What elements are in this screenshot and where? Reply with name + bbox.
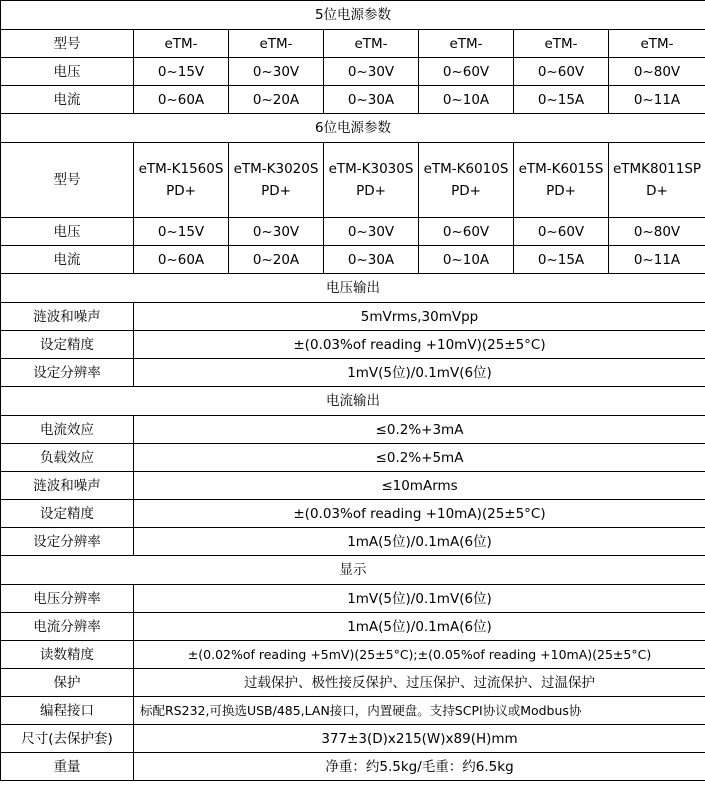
spec-value: 1mV(5位)/0.1mV(6位) bbox=[134, 359, 705, 387]
voltage-cell: 0~80V bbox=[609, 218, 705, 246]
row-label: 电压 bbox=[1, 218, 134, 246]
voltage-cell: 0~30V bbox=[229, 218, 324, 246]
spec-label: 负载效应 bbox=[1, 444, 134, 472]
row-label: 型号 bbox=[1, 30, 134, 58]
spec-value: 过载保护、极性接反保护、过压保护、过流保护、过温保护 bbox=[134, 669, 705, 697]
voltage-row bbox=[1, 58, 705, 86]
spec-value: 377±3(D)x215(W)x89(H)mm bbox=[134, 725, 705, 753]
voltage-cell: 0~60V bbox=[419, 218, 514, 246]
spec-label: 电流分辨率 bbox=[1, 613, 134, 641]
spec-label: 涟波和噪声 bbox=[1, 472, 134, 500]
spec-label: 设定精度 bbox=[1, 500, 134, 528]
current-cell: 0~30A bbox=[324, 246, 419, 274]
current-cell: 0~11A bbox=[609, 246, 705, 274]
spec-value: 1mA(5位)/0.1mA(6位) bbox=[134, 528, 705, 556]
spec-row bbox=[1, 444, 705, 472]
spec-label: 设定分辨率 bbox=[1, 359, 134, 387]
voltage-cell: 0~15V bbox=[134, 218, 229, 246]
model-cell: eTM-K6010SPD+ bbox=[419, 143, 514, 218]
section-header-row bbox=[1, 387, 705, 416]
spec-label: 涟波和噪声 bbox=[1, 303, 134, 331]
spec-label: 电流效应 bbox=[1, 416, 134, 444]
section-title-six-digit: 6位电源参数 bbox=[1, 114, 705, 143]
row-label: 电流 bbox=[1, 246, 134, 274]
current-cell: 0~20A bbox=[229, 246, 324, 274]
section-title-display: 显示 bbox=[1, 556, 705, 585]
current-cell: 0~30A bbox=[324, 86, 419, 114]
spec-value: ≤0.2%+5mA bbox=[134, 444, 705, 472]
section-header-row bbox=[1, 556, 705, 585]
section-header-row bbox=[1, 274, 705, 303]
spec-row bbox=[1, 753, 705, 781]
model-row bbox=[1, 30, 705, 58]
spec-row bbox=[1, 585, 705, 613]
model-cell: eTM- bbox=[229, 30, 324, 58]
spec-value: ±(0.03%of reading +10mV)(25±5°C) bbox=[134, 331, 705, 359]
spec-label: 保护 bbox=[1, 669, 134, 697]
model-cell: eTM-K1560SPD+ bbox=[134, 143, 229, 218]
current-cell: 0~15A bbox=[514, 246, 609, 274]
spec-value: 标配RS232,可换选USB/485,LAN接口，内置硬盘。支持SCPI协议或Modbus协 bbox=[134, 697, 705, 725]
spec-row bbox=[1, 359, 705, 387]
model-cell: eTM- bbox=[134, 30, 229, 58]
model-cell: eTM- bbox=[609, 30, 705, 58]
spec-value: ≤10mArms bbox=[134, 472, 705, 500]
row-label: 电流 bbox=[1, 86, 134, 114]
spec-label: 设定精度 bbox=[1, 331, 134, 359]
voltage-cell: 0~30V bbox=[324, 58, 419, 86]
section-header-row bbox=[1, 114, 705, 143]
voltage-cell: 0~30V bbox=[229, 58, 324, 86]
current-row bbox=[1, 86, 705, 114]
spec-row bbox=[1, 725, 705, 753]
current-cell: 0~60A bbox=[134, 246, 229, 274]
voltage-row bbox=[1, 218, 705, 246]
model-cell: eTMK8011SPD+ bbox=[609, 143, 705, 218]
spec-value: 5mVrms,30mVpp bbox=[134, 303, 705, 331]
current-cell: 0~15A bbox=[514, 86, 609, 114]
model-cell: eTM- bbox=[324, 30, 419, 58]
voltage-cell: 0~60V bbox=[514, 58, 609, 86]
spec-row bbox=[1, 669, 705, 697]
voltage-cell: 0~30V bbox=[324, 218, 419, 246]
spec-value: ≤0.2%+3mA bbox=[134, 416, 705, 444]
model-row bbox=[1, 143, 705, 218]
spec-label: 编程接口 bbox=[1, 697, 134, 725]
spec-label: 重量 bbox=[1, 753, 134, 781]
spec-value: ±(0.03%of reading +10mA)(25±5°C) bbox=[134, 500, 705, 528]
spec-label: 设定分辨率 bbox=[1, 528, 134, 556]
current-cell: 0~60A bbox=[134, 86, 229, 114]
row-label: 型号 bbox=[1, 143, 134, 218]
spec-value: 1mA(5位)/0.1mA(6位) bbox=[134, 613, 705, 641]
model-cell: eTM- bbox=[419, 30, 514, 58]
spec-value: 1mV(5位)/0.1mV(6位) bbox=[134, 585, 705, 613]
current-cell: 0~10A bbox=[419, 86, 514, 114]
spec-row bbox=[1, 641, 705, 669]
current-row bbox=[1, 246, 705, 274]
spec-row bbox=[1, 472, 705, 500]
current-cell: 0~10A bbox=[419, 246, 514, 274]
voltage-cell: 0~80V bbox=[609, 58, 705, 86]
spec-row bbox=[1, 500, 705, 528]
spec-row bbox=[1, 697, 705, 725]
spec-value: 净重：约5.5kg/毛重：约6.5kg bbox=[134, 753, 705, 781]
spec-row bbox=[1, 613, 705, 641]
row-label: 电压 bbox=[1, 58, 134, 86]
spec-row bbox=[1, 303, 705, 331]
voltage-cell: 0~60V bbox=[514, 218, 609, 246]
spec-label: 读数精度 bbox=[1, 641, 134, 669]
spec-row bbox=[1, 416, 705, 444]
spec-label: 电压分辨率 bbox=[1, 585, 134, 613]
current-cell: 0~20A bbox=[229, 86, 324, 114]
current-cell: 0~11A bbox=[609, 86, 705, 114]
spec-row bbox=[1, 528, 705, 556]
spec-label: 尺寸(去保护套) bbox=[1, 725, 134, 753]
section-header-row bbox=[1, 1, 705, 30]
spec-row bbox=[1, 331, 705, 359]
voltage-cell: 0~60V bbox=[419, 58, 514, 86]
model-cell: eTM-K3020SPD+ bbox=[229, 143, 324, 218]
spec-value: ±(0.02%of reading +5mV)(25±5°C);±(0.05%of reading +10mA)(25±5°C) bbox=[134, 641, 705, 669]
voltage-cell: 0~15V bbox=[134, 58, 229, 86]
model-cell: eTM-K3030SPD+ bbox=[324, 143, 419, 218]
section-title-five-digit: 5位电源参数 bbox=[1, 1, 705, 30]
section-title-current-output: 电流输出 bbox=[1, 387, 705, 416]
model-cell: eTM-K6015SPD+ bbox=[514, 143, 609, 218]
section-title-voltage-output: 电压输出 bbox=[1, 274, 705, 303]
model-cell: eTM- bbox=[514, 30, 609, 58]
